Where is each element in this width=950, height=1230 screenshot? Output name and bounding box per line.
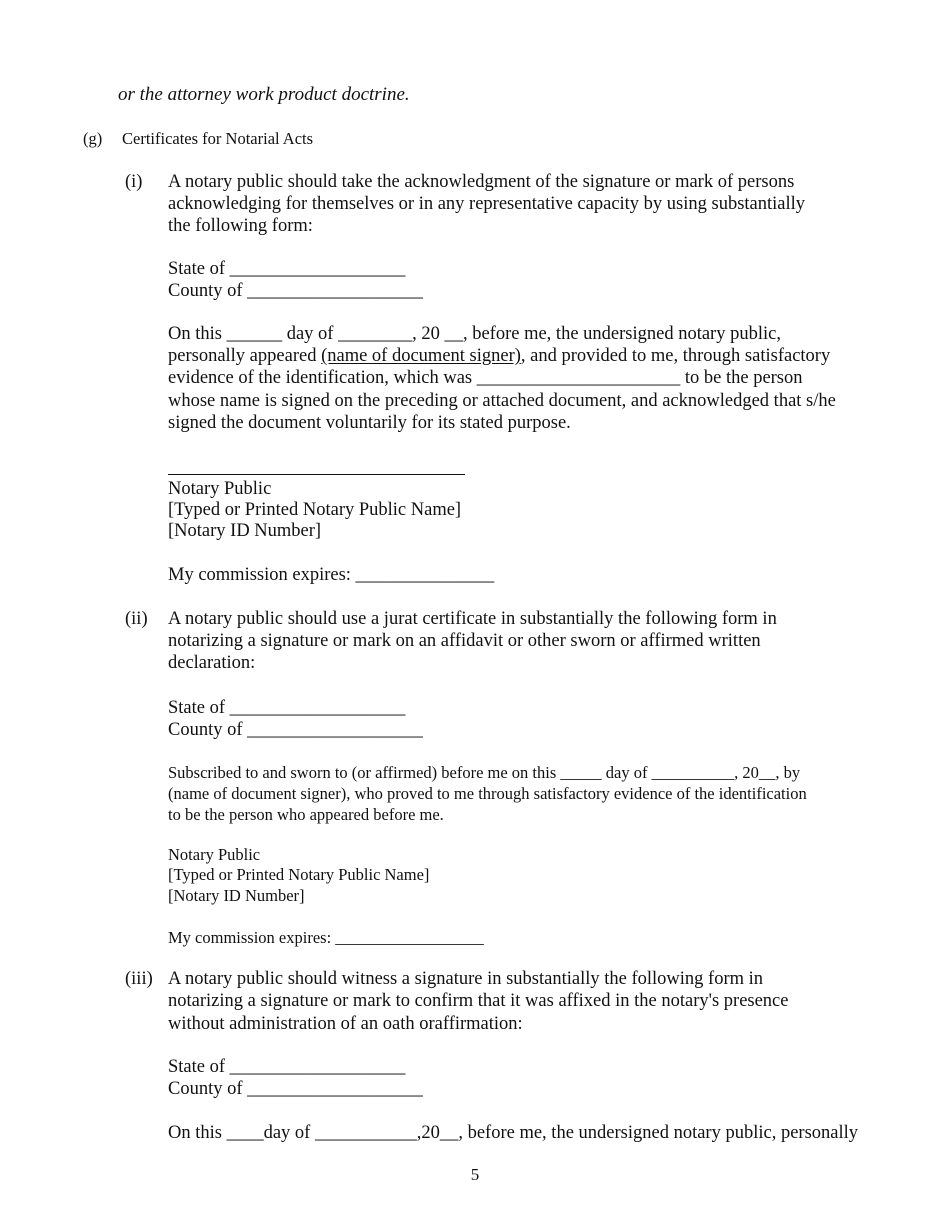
item-i-body-line: signed the document voluntarily for its stated purpose. (168, 413, 571, 433)
item-i-id-number: [Notary ID Number] (168, 521, 322, 541)
item-i-commission: My commission expires: _______________ (168, 565, 495, 585)
section-title: Certificates for Notarial Acts (122, 129, 314, 148)
signer-name-placeholder: (name of document signer) (321, 346, 521, 366)
item-i-county-field: County of ___________________ (168, 281, 423, 301)
item-i-body-line: whose name is signed on the preceding or attached document, and acknowledged that s/he (168, 391, 836, 411)
item-i-body-line: On this ______ day of ________, 20 __, before me, the undersigned notary public, (168, 324, 781, 344)
item-i-body-line: evidence of the identification, which was ______________________ to be the person (168, 368, 803, 388)
signature-line (168, 474, 465, 475)
item-i-intro-line: the following form: (168, 216, 313, 236)
item-ii-marker: (ii) (125, 609, 148, 629)
item-ii-county-field: County of ___________________ (168, 720, 423, 740)
item-i-intro-line: acknowledging for themselves or in any representative capacity by using substantially (168, 194, 806, 214)
item-iii-intro-line: without administration of an oath oraffirmation: (168, 1014, 523, 1034)
item-ii-state-field: State of ___________________ (168, 698, 406, 718)
item-i-marker: (i) (125, 172, 143, 192)
item-ii-body-line: Subscribed to and sworn to (or affirmed) before me on this _____ day of __________, 20__, by (168, 763, 801, 782)
item-ii-intro-line: A notary public should use a jurat certificate in substantially the following form in (168, 609, 777, 629)
item-i-typed-name: [Typed or Printed Notary Public Name] (168, 500, 462, 520)
body-text: , and provided to me, through satisfactory (520, 346, 831, 366)
section-marker: (g) (83, 129, 103, 148)
item-i-body-line (168, 345, 830, 367)
item-ii-commission: My commission expires: __________________ (168, 928, 484, 947)
item-ii-body-line: (name of document signer), who proved to me through satisfactory evidence of the identification (168, 784, 807, 803)
item-iii-state-field: State of ___________________ (168, 1057, 406, 1077)
item-ii-body-line: to be the person who appeared before me. (168, 805, 444, 824)
item-iii-county-field: County of ___________________ (168, 1079, 423, 1099)
item-ii-id-number: [Notary ID Number] (168, 886, 305, 905)
item-i-state-field: State of ___________________ (168, 259, 406, 279)
item-iii-intro-line: A notary public should witness a signature in substantially the following form in (168, 969, 764, 989)
item-ii-intro-line: declaration: (168, 653, 256, 673)
item-ii-intro-line: notarizing a signature or mark on an affidavit or other sworn or affirmed written (168, 631, 761, 651)
page-number: 5 (470, 1165, 480, 1184)
item-i-notary-public: Notary Public (168, 479, 272, 499)
item-ii-typed-name: [Typed or Printed Notary Public Name] (168, 865, 430, 884)
item-iii-intro-line: notarizing a signature or mark to confirm that it was affixed in the notary's presence (168, 991, 789, 1011)
item-iii-body-line: On this ____day of ___________,20__, before me, the undersigned notary public, personally (168, 1123, 859, 1143)
item-ii-notary-public: Notary Public (168, 845, 261, 864)
continuation-line: or the attorney work product doctrine. (118, 84, 410, 105)
body-text: personally appeared (168, 346, 322, 366)
item-i-intro-line: A notary public should take the acknowledgment of the signature or mark of persons (168, 172, 795, 192)
item-iii-marker: (iii) (125, 969, 153, 989)
